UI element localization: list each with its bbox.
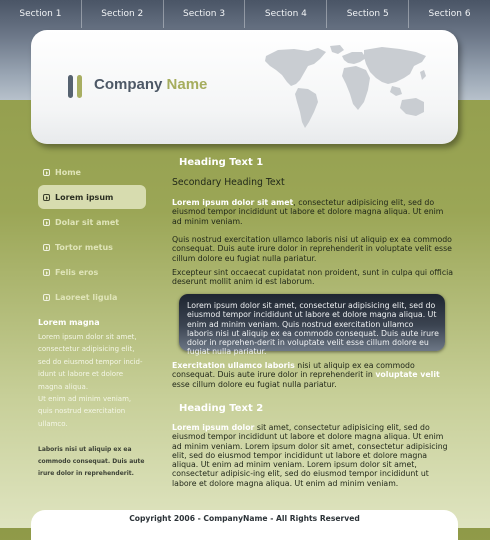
- company-logo-text[interactable]: [94, 75, 207, 95]
- sidebar-item-label: Home: [55, 168, 81, 177]
- paragraph-1: [172, 198, 455, 226]
- footer-panel: [31, 510, 458, 540]
- sidebar-item-label: Dolar sit amet: [55, 218, 120, 227]
- sidebar-item-tortor-metus[interactable]: [38, 235, 146, 260]
- nav-section-2[interactable]: Section 2: [81, 0, 163, 28]
- sidebar-box-text: [38, 331, 148, 430]
- sidebar-item-label: Lorem ipsum: [55, 192, 114, 202]
- sidebar-text-line: Ut enim ad minim veniam,: [38, 395, 132, 404]
- highlight-text: Exercitation ullamco laboris: [172, 361, 295, 370]
- sidebar-item-laoreet-ligula[interactable]: [38, 285, 146, 310]
- sidebar-text-line: ullamco.: [38, 419, 68, 428]
- nav-section-3[interactable]: Section 3: [163, 0, 245, 28]
- sidebar-item-label: Laoreet ligula: [55, 293, 118, 302]
- sidebar-note-line: commodo consequat. Duis aute: [38, 458, 145, 465]
- highlight-text: Lorem ipsum dolor: [172, 423, 255, 432]
- nav-section-4[interactable]: Section 4: [244, 0, 326, 28]
- nav-section-5[interactable]: Section 5: [326, 0, 408, 28]
- highlight-text: Lorem ipsum dolor sit amet: [172, 198, 294, 207]
- sidebar-text-line: quis nostrud exercitation: [38, 407, 126, 416]
- callout-box: [179, 294, 445, 357]
- secondary-heading: Secondary Heading Text: [172, 177, 285, 188]
- sidebar-note: [38, 444, 148, 480]
- sidebar-note-line: irure dolor in reprehenderit.: [38, 470, 134, 477]
- copyright-text: Copyright 2006 - CompanyName - All Rights Reserved: [129, 514, 360, 523]
- sidebar-note-line: Laboris nisi ut aliquip ex ea: [38, 446, 132, 453]
- company-word: Company: [94, 76, 163, 93]
- highlight-text: voluptate velit: [375, 370, 440, 380]
- paragraph-text: , consectetur adipisicing elit, sed do eiusmod tempor incididunt ut labore et dolore magna aliqua. Ut enim ad minim veniam.: [172, 198, 444, 226]
- sidebar-text-line: Lorem ipsum dolor sit amet,: [38, 333, 137, 341]
- paragraph-2: Quis nostrud exercitation ullamco laboris nisi ut aliquip ex ea commodo consequat. Duis aute irure dolor in reprehenderit in voluptate velit esse cillum dolore eu fugiat nulla pariatur.: [172, 235, 452, 263]
- header-panel: [31, 30, 458, 144]
- logo-mark-bar-right: [77, 75, 82, 98]
- paragraph-4: [172, 361, 455, 389]
- sidebar-text-line: magna aliqua.: [38, 382, 89, 391]
- sidebar-item-dolar-sit-amet[interactable]: [38, 210, 146, 235]
- logo-mark-bar-left: [68, 75, 73, 98]
- sidebar-box-title: Lorem magna: [38, 318, 100, 327]
- sidebar-navigation: [38, 160, 146, 310]
- arrow-bullet-icon: [43, 194, 50, 201]
- paragraph-text: esse cillum dolore eu fugiat nulla pariatur.: [172, 379, 337, 389]
- paragraph-text: sit amet, consectetur adipisicing elit, sed do eiusmod tempor incididunt ut labore et dolore magna aliqua. Ut enim ad minim veniam. Lorem ipsum dolor sit amet, consectetur adipisicing elit, sed do eiusmod tempor incididunt ut labore et dolore magna aliqua. Ut enim ad minim veniam. Lorem ipsum dolor sit amet, consectetur adipisic-ing elit, sed do eiusmod tempor incididunt ut labore et dolore magna aliqua. Ut enim ad minim veniam.: [172, 423, 448, 488]
- name-word: Name: [166, 76, 208, 93]
- paragraph-3: Excepteur sint occaecat cupidatat non proident, sunt in culpa qui officia deserunt mollit anim id est laborum.: [172, 268, 454, 287]
- heading-text-1: Heading Text 1: [179, 157, 264, 168]
- sidebar-item-label: Tortor metus: [55, 243, 113, 252]
- arrow-bullet-icon: [43, 269, 50, 276]
- top-navigation: [0, 0, 490, 28]
- callout-text: Lorem ipsum dolor sit amet, consectetur adipisicing elit, sed do eiusmod tempor incididunt ut labore et dolore magna aliqua. Ut enim ad minim veniam. Quis nostrud exercitation ullamco laboris nisi ut aliquip ex ea commodo consequat. Duis aute irure dolor in reprehen-derit in voluptate velit esse cillum dolore eu fugiat nulla pariatur.: [187, 301, 439, 357]
- nav-section-1[interactable]: Section 1: [19, 9, 62, 19]
- arrow-bullet-icon: [43, 294, 50, 301]
- arrow-bullet-icon: [43, 244, 50, 251]
- arrow-bullet-icon: [43, 169, 50, 176]
- world-map-icon: [260, 42, 432, 134]
- sidebar-text-line: consectetur adipisicing elit,: [38, 345, 135, 354]
- sidebar-item-felis-eros[interactable]: [38, 260, 146, 285]
- sidebar-text-line: idunt ut labore et dolore: [38, 370, 124, 379]
- nav-section-6[interactable]: Section 6: [408, 0, 490, 28]
- sidebar-text-line: sed do eiusmod tempor incid-: [38, 357, 143, 366]
- paragraph-text: nisi ut aliquip ex ea commodo consequat. Duis aute irure dolor in reprehenderit in: [172, 361, 415, 380]
- sidebar-item-lorem-ipsum[interactable]: [38, 185, 146, 209]
- arrow-bullet-icon: [43, 219, 50, 226]
- heading-text-2: Heading Text 2: [179, 403, 264, 414]
- paragraph-5: [172, 423, 455, 488]
- sidebar-item-home[interactable]: [38, 160, 146, 185]
- sidebar-item-label: Felis eros: [55, 268, 99, 277]
